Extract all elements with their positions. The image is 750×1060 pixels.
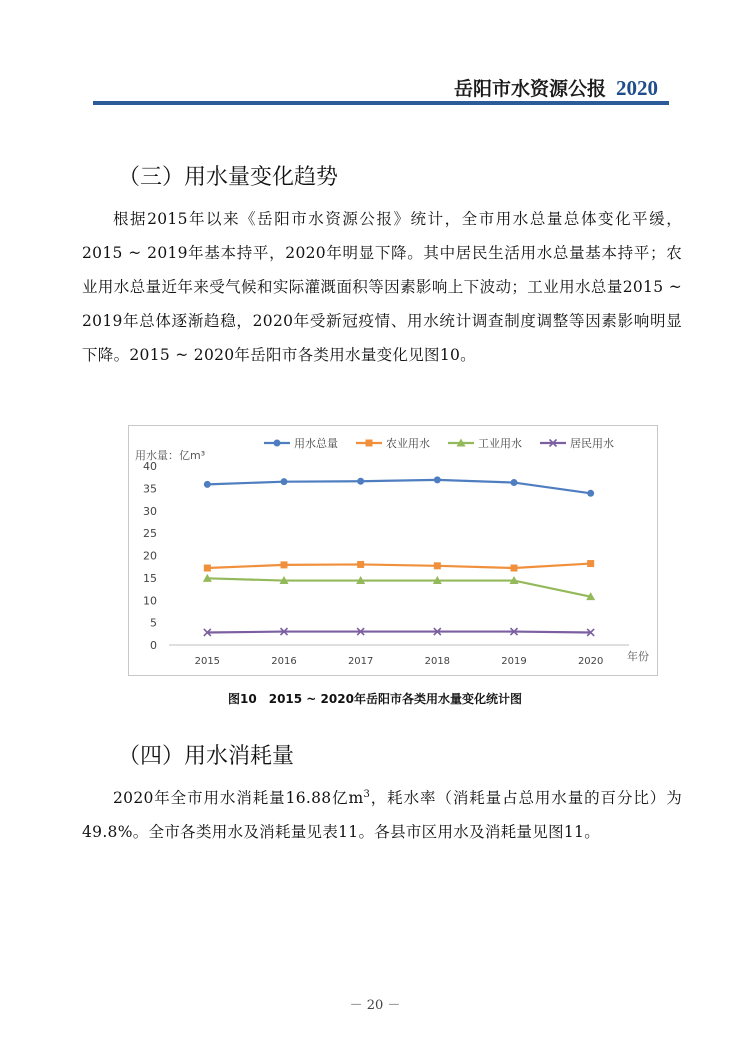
series-3: [204, 628, 594, 636]
series-group: [203, 476, 595, 636]
section4-text-b: ，耗水率（消耗量占总用水量的百分比）为49.8%。全市各类用水及消耗量见表11。各县市区用水及消耗量见图11。: [82, 789, 682, 842]
data-point-1: [281, 561, 288, 568]
legend-label-0: 用水总量: [294, 437, 338, 450]
section4-text-a: 2020年全市用水消耗量16.88亿m: [113, 789, 364, 808]
header-year: 2020: [616, 76, 658, 100]
y-axis-label: 用水量：亿m³: [135, 449, 206, 462]
legend-label-3: 居民用水: [570, 437, 614, 450]
series-line-0: [207, 480, 590, 493]
data-point-0: [357, 478, 364, 485]
y-tick-label: 0: [150, 639, 157, 652]
header-title-text: 岳阳市水资源公报: [453, 78, 606, 100]
x-axis-label: 年份: [627, 650, 649, 663]
section3-paragraph: [82, 202, 682, 372]
section4-paragraph: [82, 778, 682, 849]
header-rule: [93, 101, 669, 105]
data-point-1: [511, 565, 518, 572]
data-point-0: [281, 478, 288, 485]
header-title: [454, 74, 658, 101]
data-point-1: [587, 560, 594, 567]
page-number: － 20 －: [349, 998, 401, 1013]
section4-sup: 3: [363, 789, 371, 800]
data-point-1: [357, 561, 364, 568]
usage-chart: [128, 425, 658, 676]
y-tick-label: 15: [143, 571, 157, 585]
usage-chart-svg: [129, 426, 657, 675]
section4-heading: （四）用水消耗量: [118, 744, 295, 769]
data-point-0: [587, 490, 594, 497]
data-point-0: [434, 476, 441, 483]
series-line-1: [207, 564, 590, 568]
y-tick-label: 35: [143, 482, 157, 496]
y-tick-label: 30: [143, 504, 157, 518]
x-tick-label: 2018: [424, 656, 451, 667]
data-point-1: [204, 565, 211, 572]
section3-text: 根据2015年以来《岳阳市水资源公报》统计，全市用水总量总体变化平缓，2015 ~ 2019年基本持平，2020年明显下降。其中居民生活用水总量基本持平；农业用水总量近年来受气候和实际灌溉面积等因素影响上下波动；工业用水总量2015 ~ 2019年总体逐渐趋稳，2020年受新冠疫情、用水统计调查制度调整等因素影响明显下降。2015 ~ 2020年岳阳市各类用水量变化见图10。: [82, 210, 682, 364]
y-tick-label: 40: [143, 460, 157, 473]
series-1: [204, 560, 594, 571]
y-tick-label: 25: [143, 527, 157, 541]
y-ticks: [143, 460, 157, 652]
x-tick-label: 2020: [577, 656, 604, 667]
data-point-0: [274, 440, 281, 447]
legend-item-1: [356, 436, 430, 450]
legend-item-0: [264, 436, 338, 450]
legend-item-2: [448, 436, 522, 450]
y-tick-label: 5: [150, 616, 157, 630]
legend-item-3: [540, 436, 614, 450]
x-tick-label: 2019: [501, 656, 527, 667]
x-tick-label: 2017: [347, 656, 374, 667]
section4-text: [82, 778, 682, 849]
series-line-3: [207, 632, 590, 633]
x-ticks: [195, 656, 604, 667]
y-tick-label: 20: [143, 549, 157, 563]
data-point-0: [511, 479, 518, 486]
series-line-2: [207, 578, 590, 596]
legend: [264, 436, 614, 450]
data-point-0: [204, 481, 211, 488]
data-point-1: [434, 562, 441, 569]
section3-heading: （三）用水量变化趋势: [118, 165, 339, 190]
x-tick-label: 2016: [271, 656, 297, 667]
figure-caption: 图10 2015 ~ 2020年岳阳市各类用水量变化统计图: [228, 692, 522, 706]
data-point-1: [366, 440, 373, 447]
x-tick-label: 2015: [194, 656, 221, 667]
legend-label-2: 工业用水: [478, 437, 522, 450]
y-tick-label: 10: [143, 594, 157, 608]
series-0: [204, 476, 594, 496]
series-2: [203, 574, 595, 600]
legend-label-1: 农业用水: [386, 437, 430, 450]
